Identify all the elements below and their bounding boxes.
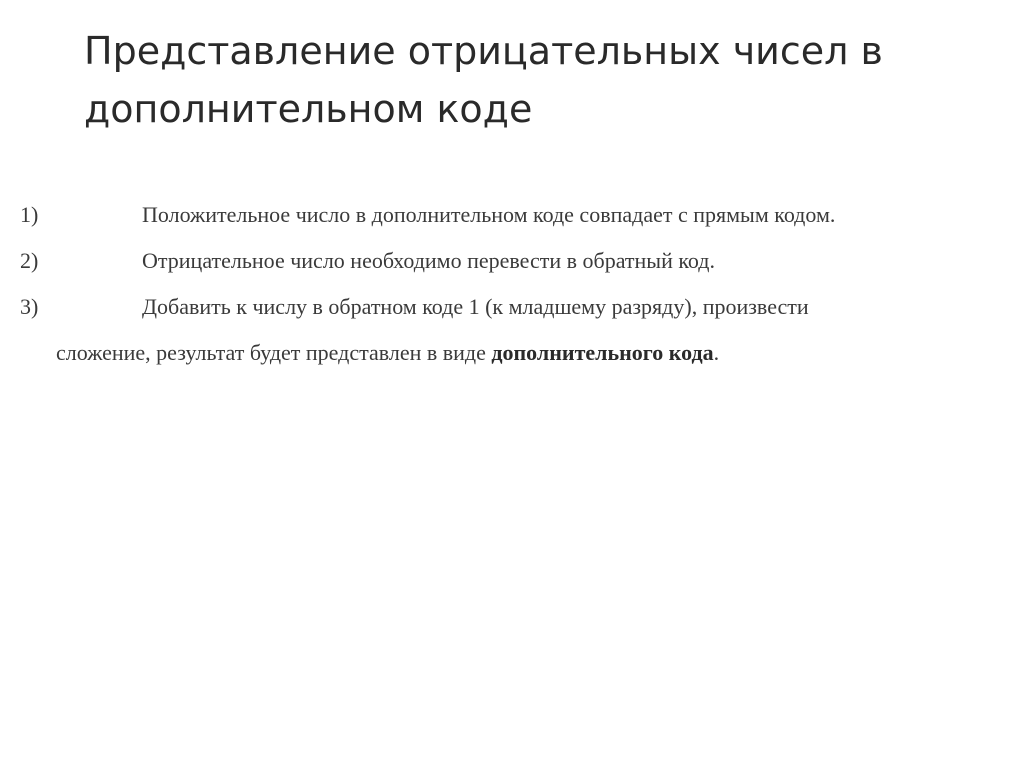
continuation-bold-term: дополнительного кода [491, 340, 714, 365]
list-item [20, 192, 1010, 238]
list-item-number: 3) [20, 294, 39, 319]
continuation-end: . [713, 340, 720, 365]
list-item-number: 1) [20, 202, 39, 227]
continuation-text: сложение, результат будет представлен в виде [56, 340, 492, 365]
list-item [20, 238, 1010, 284]
list-item-text: Добавить к числу в обратном коде 1 (к младшему разряду), произвести [142, 294, 809, 319]
title-line-1: Представление отрицательных чисел в [84, 29, 883, 73]
list-item-text: Положительное число в дополнительном коде совпадает с прямым кодом. [142, 202, 836, 227]
slide-title [84, 22, 984, 138]
list-item-text: Отрицательное число необходимо перевести в обратный код. [142, 248, 715, 273]
list-item-continuation [20, 330, 1010, 376]
numbered-list [20, 192, 1010, 376]
list-item [20, 284, 1010, 330]
title-line-2: дополнительном коде [84, 87, 533, 131]
list-item-number: 2) [20, 248, 39, 273]
